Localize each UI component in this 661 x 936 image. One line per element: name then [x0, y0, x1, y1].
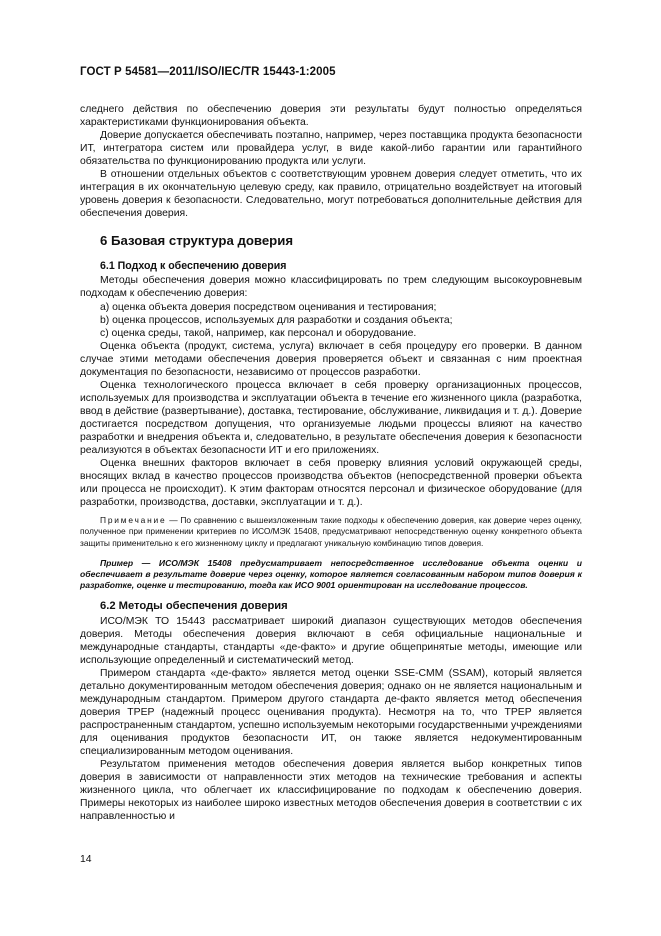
paragraph: Примером стандарта «де-факто» является метод оценки SSE-CMM (SSAM), который является детально документированным методом обеспечения доверия; однако он не является национальным и международным стандартом. Примером другого стандарта де-факто является метод обеспечения доверия TPEP (надежный процесс оценивания продукта). Несмотря на то, что TPEP является распространенным стандартом, успешно используемым некоторыми государственными учреждениями для оценивания продуктов безопасности ИТ, он также является недокументированным специализированным методом оценивания. [80, 667, 582, 758]
paragraph: Доверие допускается обеспечивать поэтапно, например, через поставщика продукта безопасности ИТ, интегратора систем или провайдера услуг, в виде какой-либо гарантии или гарантийного обязательства по функционированию продукта или услуги. [80, 130, 582, 168]
subsection-heading-6-2: 6.2 Методы обеспечения доверия [100, 599, 288, 612]
paragraph: В отношении отдельных объектов с соответствующим уровнем доверия следует отметить, что их интеграция в их окончательную целевую среду, как правило, отрицательно воздействует на итоговый уровень доверия к безопасности. Следовательно, могут потребоваться дополнительные действия для обеспечения доверия. [80, 169, 582, 220]
paragraph: Методы обеспечения доверия можно классифицировать по трем следующим высокоуровневым подходам к обеспечению доверия: [80, 275, 582, 300]
list-item: c) оценка среды, такой, например, как персонал и оборудование. [100, 327, 417, 339]
example-label: Пример [100, 557, 134, 568]
note-label: Примечание [100, 515, 167, 526]
example-text: — ИСО/МЭК 15408 предусматривает непосредственное исследование объекта оценки и обеспечивает в результате доверие через оценку, которое является согласованным набором типов доверия к разработке, оценке и тестированию, тогда как ИСО 9001 ориентирован на исследование процессов. [80, 557, 582, 591]
paragraph: Результатом применения методов обеспечения доверия является выбор конкретных типов доверия в зависимости от направленности этих методов на технические требования и аспекты жизненного цикла, что облегчает их классифицирование по подходам к обеспечению доверия. Примеры некоторых из наиболее широко известных методов обеспечения доверия в соответствии с их направленностью и [80, 759, 582, 823]
example [80, 558, 582, 592]
note [80, 515, 582, 549]
section-heading-6: 6 Базовая структура доверия [100, 233, 294, 249]
paragraph-continuation: следнего действия по обеспечению доверия эти результаты будут полностью определяться характеристиками функционирования объекта. [80, 104, 582, 129]
document-header: ГОСТ Р 54581—2011/ISO/IEC/TR 15443-1:2005 [80, 66, 336, 78]
page-number: 14 [80, 854, 92, 865]
list-item: b) оценка процессов, используемых для разработки и создания объекта; [100, 314, 453, 326]
paragraph: Оценка технологического процесса включает в себя проверку организационных процессов, используемых для производства и эксплуатации объекта в течение его жизненного цикла (разработка, ввод в действие (развертывание), доставка, тестирование, обслуживание, ликвидация и т. д.). Доверие достигается посредством допущения, что организуемые людьми процессы влияют на качество разработки и внедрения объекта и, следовательно, в результате обеспечения доверия к безопасности реализуются в объектах безопасности ИТ и его приложениях. [80, 379, 582, 457]
paragraph: Оценка объекта (продукт, система, услуга) включает в себя процедуру его проверки. В данном случае этими методами обеспечения доверия проверяется объект и связанная с ним проектная документация по безопасности, независимо от процессов разработки. [80, 340, 582, 378]
document-body [80, 103, 582, 824]
paragraph: Оценка внешних факторов включает в себя проверку влияния условий окружающей среды, вносящих вклад в качество процессов производства объектов (непосредственной проверки объекта или процесса не происходит). К этим факторам относятся персонал и физическое оборудование (для разработки, производства, доставки, эксплуатации и т. д.). [80, 458, 582, 509]
note-text: — По сравнению с вышеизложенным такие подходы к обеспечению доверия, как доверие через оценку, полученное при применении критериев по ИСО/МЭК 15408, предусматривают непосредственную оценку конкретного объекта защиты применительно к его жизненному циклу и предлагают уникальную комбинацию типов доверия. [80, 515, 582, 548]
list-item: a) оценка объекта доверия посредством оценивания и тестирования; [100, 301, 437, 313]
subsection-heading-6-1: 6.1 Подход к обеспечению доверия [100, 260, 287, 273]
paragraph: ИСО/МЭК ТО 15443 рассматривает широкий диапазон существующих методов обеспечения доверия. Методы обеспечения доверия включают в себя официальные национальные и международные стандарты, стандарты «де-факто» и другие общепринятые методы, имеющие или использующие определенный и систематический метод. [80, 615, 582, 666]
